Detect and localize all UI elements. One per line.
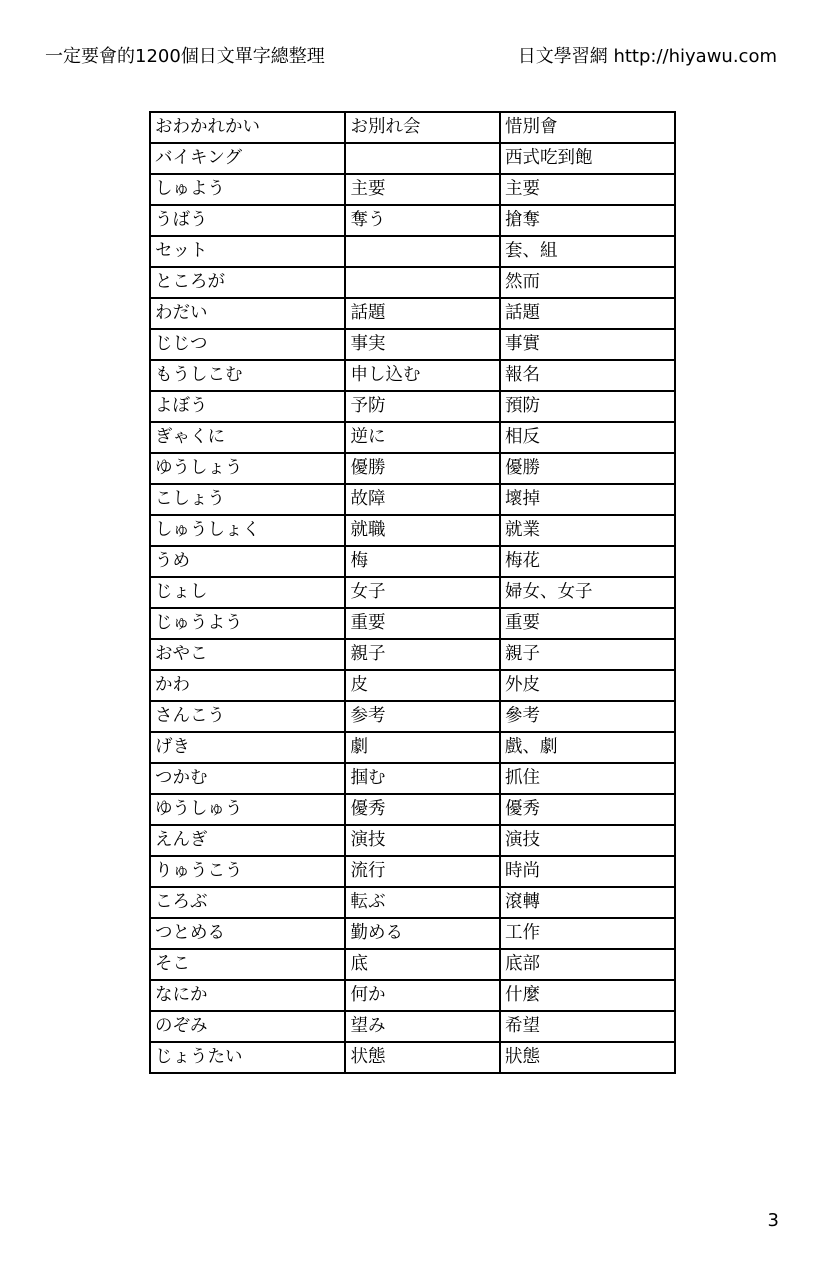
- reading-cell: えんぎ: [150, 825, 345, 856]
- chinese-cell: 參考: [500, 701, 675, 732]
- table-row: [150, 887, 675, 918]
- table-row: [150, 515, 675, 546]
- reading-cell: よぼう: [150, 391, 345, 422]
- japanese-cell: 就職: [345, 515, 500, 546]
- reading-cell: ところが: [150, 267, 345, 298]
- chinese-cell: 套、組: [500, 236, 675, 267]
- reading-cell: げき: [150, 732, 345, 763]
- japanese-cell: 重要: [345, 608, 500, 639]
- japanese-cell: 状態: [345, 1042, 500, 1073]
- japanese-cell: 優秀: [345, 794, 500, 825]
- table-row: [150, 422, 675, 453]
- japanese-cell: 梅: [345, 546, 500, 577]
- vocabulary-table: [149, 111, 676, 1074]
- chinese-cell: 就業: [500, 515, 675, 546]
- reading-cell: なにか: [150, 980, 345, 1011]
- table-row: [150, 577, 675, 608]
- chinese-cell: 外皮: [500, 670, 675, 701]
- table-row: [150, 856, 675, 887]
- reading-cell: じょうたい: [150, 1042, 345, 1073]
- chinese-cell: 戲、劇: [500, 732, 675, 763]
- table-row: [150, 205, 675, 236]
- chinese-cell: 時尚: [500, 856, 675, 887]
- japanese-cell: 演技: [345, 825, 500, 856]
- japanese-cell: 予防: [345, 391, 500, 422]
- table-row: [150, 143, 675, 174]
- japanese-cell: 逆に: [345, 422, 500, 453]
- table-row: [150, 608, 675, 639]
- chinese-cell: 事實: [500, 329, 675, 360]
- chinese-cell: 什麼: [500, 980, 675, 1011]
- chinese-cell: 優秀: [500, 794, 675, 825]
- chinese-cell: 西式吃到飽: [500, 143, 675, 174]
- chinese-cell: 壞掉: [500, 484, 675, 515]
- table-row: [150, 329, 675, 360]
- chinese-cell: 搶奪: [500, 205, 675, 236]
- table-row: [150, 918, 675, 949]
- reading-cell: ころぶ: [150, 887, 345, 918]
- chinese-cell: 惜別會: [500, 112, 675, 143]
- chinese-cell: 狀態: [500, 1042, 675, 1073]
- reading-cell: セット: [150, 236, 345, 267]
- reading-cell: もうしこむ: [150, 360, 345, 391]
- chinese-cell: 親子: [500, 639, 675, 670]
- japanese-cell: お別れ会: [345, 112, 500, 143]
- chinese-cell: 相反: [500, 422, 675, 453]
- table-row: [150, 1042, 675, 1073]
- table-row: [150, 391, 675, 422]
- table-row: [150, 267, 675, 298]
- reading-cell: ゆうしゅう: [150, 794, 345, 825]
- chinese-cell: 然而: [500, 267, 675, 298]
- table-row: [150, 825, 675, 856]
- chinese-cell: 話題: [500, 298, 675, 329]
- japanese-cell: 故障: [345, 484, 500, 515]
- table-row: [150, 174, 675, 205]
- japanese-cell: [345, 267, 500, 298]
- reading-cell: うめ: [150, 546, 345, 577]
- table-row: [150, 949, 675, 980]
- reading-cell: おわかれかい: [150, 112, 345, 143]
- reading-cell: しゅよう: [150, 174, 345, 205]
- table-row: [150, 546, 675, 577]
- table-row: [150, 360, 675, 391]
- reading-cell: じょし: [150, 577, 345, 608]
- page-header: [45, 44, 777, 70]
- reading-cell: つとめる: [150, 918, 345, 949]
- table-row: [150, 236, 675, 267]
- table-row: [150, 484, 675, 515]
- reading-cell: わだい: [150, 298, 345, 329]
- japanese-cell: 女子: [345, 577, 500, 608]
- japanese-cell: 底: [345, 949, 500, 980]
- chinese-cell: 抓住: [500, 763, 675, 794]
- japanese-cell: 何か: [345, 980, 500, 1011]
- table-row: [150, 453, 675, 484]
- chinese-cell: 希望: [500, 1011, 675, 1042]
- reading-cell: そこ: [150, 949, 345, 980]
- chinese-cell: 梅花: [500, 546, 675, 577]
- chinese-cell: 滾轉: [500, 887, 675, 918]
- chinese-cell: 工作: [500, 918, 675, 949]
- japanese-cell: 親子: [345, 639, 500, 670]
- japanese-cell: [345, 143, 500, 174]
- chinese-cell: 報名: [500, 360, 675, 391]
- reading-cell: こしょう: [150, 484, 345, 515]
- japanese-cell: 申し込む: [345, 360, 500, 391]
- japanese-cell: 望み: [345, 1011, 500, 1042]
- japanese-cell: 転ぶ: [345, 887, 500, 918]
- table-row: [150, 639, 675, 670]
- reading-cell: じじつ: [150, 329, 345, 360]
- table-row: [150, 701, 675, 732]
- japanese-cell: 主要: [345, 174, 500, 205]
- japanese-cell: 話題: [345, 298, 500, 329]
- reading-cell: さんこう: [150, 701, 345, 732]
- reading-cell: りゅうこう: [150, 856, 345, 887]
- japanese-cell: 奪う: [345, 205, 500, 236]
- japanese-cell: 勤める: [345, 918, 500, 949]
- table-row: [150, 763, 675, 794]
- japanese-cell: 参考: [345, 701, 500, 732]
- chinese-cell: 婦女、女子: [500, 577, 675, 608]
- reading-cell: ぎゃくに: [150, 422, 345, 453]
- reading-cell: つかむ: [150, 763, 345, 794]
- chinese-cell: 底部: [500, 949, 675, 980]
- table-row: [150, 670, 675, 701]
- table-row: [150, 112, 675, 143]
- table-row: [150, 794, 675, 825]
- japanese-cell: 優勝: [345, 453, 500, 484]
- chinese-cell: 重要: [500, 608, 675, 639]
- table-row: [150, 732, 675, 763]
- reading-cell: しゅうしょく: [150, 515, 345, 546]
- reading-cell: うばう: [150, 205, 345, 236]
- chinese-cell: 主要: [500, 174, 675, 205]
- chinese-cell: 演技: [500, 825, 675, 856]
- japanese-cell: 劇: [345, 732, 500, 763]
- chinese-cell: 優勝: [500, 453, 675, 484]
- reading-cell: じゅうよう: [150, 608, 345, 639]
- japanese-cell: 流行: [345, 856, 500, 887]
- site-credit: 日文學習網 http://hiyawu.com: [517, 46, 777, 67]
- japanese-cell: [345, 236, 500, 267]
- japanese-cell: 掴む: [345, 763, 500, 794]
- table-row: [150, 980, 675, 1011]
- document-title: 一定要會的1200個日文單字總整理: [45, 46, 325, 67]
- chinese-cell: 預防: [500, 391, 675, 422]
- reading-cell: かわ: [150, 670, 345, 701]
- table-row: [150, 1011, 675, 1042]
- table-row: [150, 298, 675, 329]
- reading-cell: ゆうしょう: [150, 453, 345, 484]
- vocabulary-table-body: [150, 112, 675, 1073]
- japanese-cell: 皮: [345, 670, 500, 701]
- reading-cell: バイキング: [150, 143, 345, 174]
- japanese-cell: 事実: [345, 329, 500, 360]
- reading-cell: おやこ: [150, 639, 345, 670]
- reading-cell: のぞみ: [150, 1011, 345, 1042]
- page-number: 3: [767, 1210, 779, 1231]
